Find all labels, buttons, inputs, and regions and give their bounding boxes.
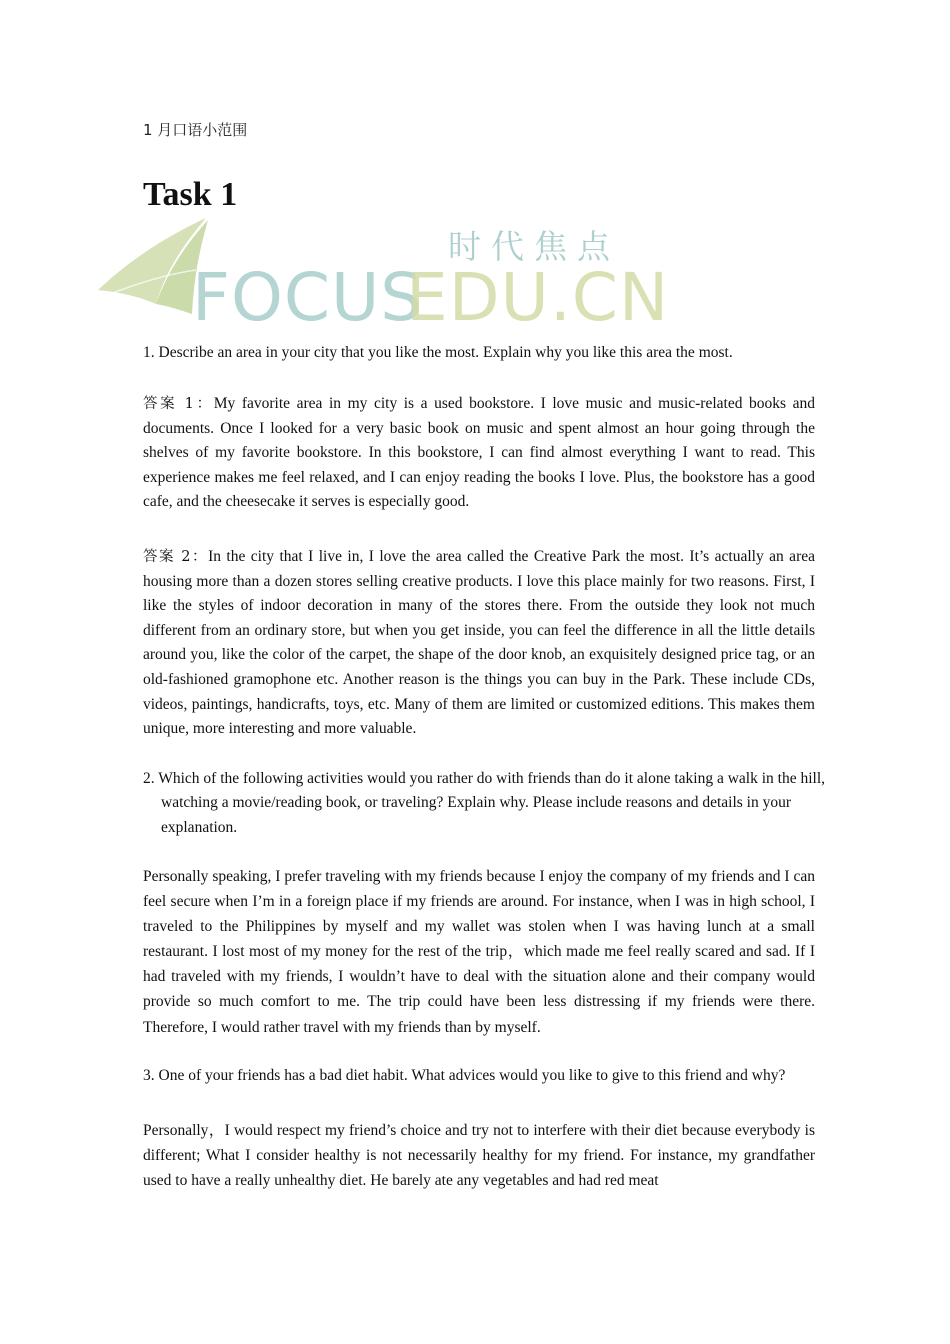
question-3-answer: Personally，I would respect my friend’s choice and try not to interfere with their diet because everybody is different; What I consider healthy is not necessarily healthy for my friend. For instance, my grandfather used to have a really unhealthy diet. He barely ate any vegetables and had red meat (143, 1122, 815, 1189)
watermark-cn-text: 时代焦点 (448, 227, 620, 266)
answer-1 (143, 392, 815, 515)
focusedu-watermark-logo (96, 214, 670, 336)
answer-1-label: 答案 1： (143, 396, 214, 412)
task-title: Task 1 (143, 176, 238, 213)
answer-2-label: 答案 2： (143, 549, 209, 565)
question-2-answer: Personally speaking, I prefer traveling with my friends because I enjoy the company of my friends and I can feel secure when I’m in a foreign place if my friends are around. For instance, when I was in high school, I traveled to the Philippines by myself and my wallet was stolen when I was having lunch at a small restaurant. I lost most of my money for the rest of the trip，which made me feel really scared and sad. If I had traveled with my friends, I wouldn’t have to deal with the situation alone and their company would provide so much comfort to me. The trip could have been less distressing if my friends were there. Therefore, I would rather travel with my friends than by myself. (143, 868, 815, 1036)
question-1: 1. Describe an area in your city that you like the most. Explain why you like this area the most. (143, 344, 733, 361)
answer-2 (143, 545, 815, 742)
watermark-edu-text: EDU.CN (406, 259, 670, 336)
watermark-focus-text: FOCUS (192, 259, 424, 336)
question-3: 3. One of your friends has a bad diet habit. What advices would you like to give to this friend and why? (143, 1067, 786, 1084)
answer-2-text: In the city that I live in, I love the area called the Creative Park the most. It’s actually an area housing more than a dozen stores selling creative products. I love this place mainly for two reasons. First, I like the styles of indoor decoration in many of the stores there. From the outside they look not much different from an ordinary store, but when you get inside, you can feel the difference in all the little details around you, like the color of the carpet, the shape of the door knob, an exquisitely designed price tag, or an old-fashioned gramophone etc. Another reason is the things you can buy in the Park. These include CDs, videos, paintings, handicrafts, toys, etc. Many of them are limited or customized editions. This makes them unique, more interesting and more valuable. (143, 548, 815, 738)
answer-1-text: My favorite area in my city is a used bookstore. I love music and music-related books and documents. Once I looked for a very basic book on music and spent almost an hour going through the shelves of my favorite bookstore. In this bookstore, I can find almost everything I want to read. This experience makes me feel relaxed, and I can enjoy reading the books I love. Plus, the bookstore has a good cafe, and the cheesecake it serves is especially good. (143, 395, 815, 511)
question-2: 2. Which of the following activities would you rather do with friends than do it alone taking a walk in the hill, watching a movie/reading book, or traveling? Explain why. Please include reasons and details in your explanation. (143, 770, 825, 836)
page-header: 1 月口语小范围 (143, 121, 248, 139)
